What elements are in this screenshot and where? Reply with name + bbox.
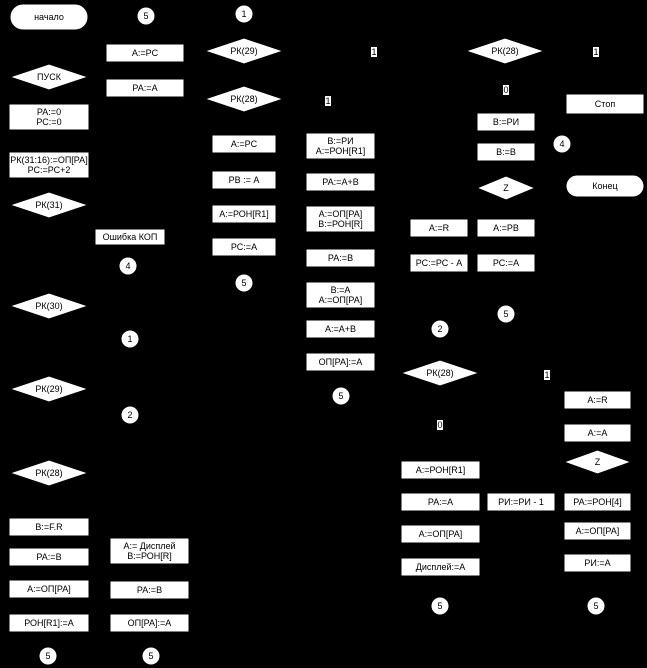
branch-value: 1 (593, 47, 599, 57)
p-b-fr-label: В:=F.R (35, 522, 63, 532)
p-a-pc2-label: А:=РС (230, 139, 258, 149)
p-a-r2-label: А:=R (587, 395, 608, 405)
p-b-ri-label: В:=РИ (327, 136, 354, 146)
c-5e-label: 5 (338, 391, 344, 401)
p-stop-label: Стоп (594, 99, 616, 109)
process-p-a-ron1 (212, 205, 276, 223)
d-rk28a-label: РК(28) (35, 468, 63, 478)
process-p-disp (110, 538, 189, 564)
process-p-a-ab (306, 320, 375, 338)
c-1a-label: 1 (127, 334, 133, 344)
d-rk31-label: РК(31) (35, 200, 63, 210)
decision-d-rk28a (10, 460, 88, 486)
p-ra-b2-label: РА:=В (136, 585, 163, 595)
c-2a-label: 2 (127, 410, 133, 420)
p-rv-a-label: РВ := А (228, 175, 260, 185)
p-a-pb-label: А:=РВ (493, 223, 519, 233)
decision-d-z1 (477, 176, 535, 200)
p-a-pc1-label: А:=РС (131, 48, 159, 58)
connector-c-5f (497, 305, 515, 323)
d-rk28d-label: РК(28) (426, 368, 454, 378)
process-p-ra-ron4 (564, 493, 631, 511)
p-pc-a2-label: РС:=А (492, 258, 520, 268)
p-b-ri-label: А:=РОН[R1] (315, 146, 366, 156)
decision-d-rk30 (10, 293, 88, 319)
decision-d-rk28b (205, 86, 283, 112)
p-b-b-label: В:=В (496, 147, 516, 157)
process-p-pc-a2 (477, 254, 535, 272)
process-p-disp-a (401, 558, 480, 576)
p-ra-a2-label: РА:=А (427, 497, 454, 507)
start-label: начало (34, 12, 64, 22)
p-ra0-label: РА:=0 (36, 107, 62, 117)
p-ra-a1-label: РА:=А (132, 83, 158, 93)
d-rk29a-label: РК(29) (35, 384, 63, 394)
process-p-a-op1 (9, 580, 89, 598)
p-pc-a1-label: РС:=А (230, 242, 258, 252)
p-disp-label: А:= Дисплей (123, 541, 176, 551)
process-p-a-op2 (401, 525, 480, 543)
process-p-op-a2 (306, 353, 375, 371)
p-a-op1-label: А:=ОП[РА] (27, 584, 71, 594)
process-p-a-pc1 (106, 44, 184, 62)
p-ra-b1-label: РА:=В (36, 552, 62, 562)
decision-d-pusk (10, 64, 88, 90)
decision-d-rk31 (10, 192, 88, 218)
p-a-ab-label: А:=А+В (324, 324, 357, 334)
branch-label-bl-1a (371, 47, 377, 57)
p-a-a-label: А:=А (587, 428, 608, 438)
p-a-op-b-ron-label: В:=РОН[R] (318, 219, 363, 229)
connector-c-1a (121, 330, 139, 348)
process-p-ra0 (9, 104, 89, 130)
process-p-a-ron2 (401, 461, 480, 479)
branch-label-bl-1b (325, 96, 331, 106)
connector-c-1b (235, 5, 253, 23)
process-p-a-pc2 (212, 135, 276, 153)
process-p-a-r2 (564, 391, 631, 409)
p-a-ron1-label: А:=РОН[R1] (219, 209, 269, 219)
decision-d-rk29a (10, 376, 88, 402)
terminal-start (10, 4, 88, 30)
branch-label-bl-1d (544, 370, 550, 380)
process-p-b-ri2 (477, 113, 535, 131)
p-ri-a-label: РИ:=А (584, 558, 611, 568)
p-pc-pca-label: РС:=РС - А (415, 258, 463, 268)
p-op-a1-label: ОП[РА]:=А (127, 618, 172, 628)
p-rk-op-label: РК(31:16):=ОП[РА] (10, 155, 88, 165)
process-p-ra-b2 (110, 581, 189, 599)
branch-label-bl-0b (437, 420, 443, 430)
d-z1-label: Z (503, 183, 509, 193)
d-rk28b-label: РК(28) (230, 94, 258, 104)
c-5b-label: 5 (148, 651, 154, 661)
d-rk28c-label: РК(28) (491, 46, 519, 56)
p-a-op-b-ron-label: А:=ОП[РА] (318, 209, 363, 219)
branch-value: 0 (437, 420, 443, 430)
process-p-ra-b3 (306, 249, 375, 267)
process-p-a-op3 (564, 522, 631, 540)
connector-c-5e (332, 387, 350, 405)
c-5g-label: 5 (437, 601, 443, 611)
c-5h-label: 5 (593, 601, 599, 611)
d-rk30-label: РК(30) (35, 301, 63, 311)
p-a-op2-label: А:=ОП[РА] (418, 529, 463, 539)
process-p-b-b (477, 143, 535, 161)
process-p-a-a (564, 424, 631, 442)
connector-c-4b (553, 135, 571, 153)
connector-c-4a (119, 257, 137, 275)
process-p-error (95, 229, 165, 245)
p-ra-ron4-label: РА:=РОН[4] (573, 497, 622, 507)
process-p-b-ri (306, 133, 375, 159)
process-p-a-op-b-ron (306, 206, 375, 232)
p-disp-label: В:=РОН[R] (127, 551, 172, 561)
decision-d-rk29b (205, 38, 283, 64)
process-p-ron-a (9, 614, 89, 632)
connector-c-5h (587, 597, 605, 615)
branch-value: 1 (544, 370, 550, 380)
p-a-op3-label: А:=ОП[РА] (575, 526, 620, 536)
process-p-ra-ab (306, 173, 375, 191)
process-p-pc-pca (410, 254, 468, 272)
c-1b-label: 1 (241, 9, 247, 19)
connector-c-5c (137, 7, 155, 25)
process-p-b-a-op (306, 282, 375, 308)
branch-value: 1 (371, 47, 377, 57)
c-5d-label: 5 (241, 278, 247, 288)
connector-c-5d (235, 274, 253, 292)
c-4a-label: 4 (125, 261, 131, 271)
branch-value: 0 (503, 85, 509, 95)
p-ron-a-label: РОН[R1]:=A (24, 618, 74, 628)
c-5a-label: 5 (45, 651, 51, 661)
process-p-ri-a (564, 554, 631, 572)
p-disp-a-label: Дисплей:=А (415, 562, 466, 572)
connector-c-2a (121, 406, 139, 424)
c-4b-label: 4 (559, 139, 565, 149)
process-p-b-fr (9, 518, 89, 536)
c-5f-label: 5 (503, 309, 509, 319)
process-p-ri-ri1 (487, 493, 555, 511)
d-pusk-label: ПУСК (37, 72, 61, 82)
p-ra-b3-label: РА:=В (327, 253, 354, 263)
terminal-end (566, 175, 644, 197)
process-p-stop (566, 94, 644, 114)
p-op-a2-label: ОП[РА]:=А (318, 357, 363, 367)
p-ra-ab-label: РА:=А+В (322, 177, 359, 187)
process-p-rv-a (212, 171, 276, 189)
branch-label-bl-0a (503, 85, 509, 95)
process-p-op-a1 (110, 614, 189, 632)
p-ri-ri1-label: РИ:=РИ - 1 (498, 497, 544, 507)
connector-c-2b (431, 320, 449, 338)
p-ra0-label: РС:=0 (36, 117, 62, 127)
process-p-ra-a2 (401, 493, 480, 511)
decision-d-rk28c (466, 38, 544, 64)
connector-c-5g (431, 597, 449, 615)
p-b-a-op-label: В:=А (330, 285, 351, 295)
branch-value: 1 (325, 96, 331, 106)
process-p-a-pb (477, 219, 535, 237)
process-p-pc-a1 (212, 238, 276, 256)
process-p-ra-a1 (106, 79, 184, 97)
decision-d-z2 (564, 450, 631, 474)
p-a-r1-label: А:=R (428, 223, 450, 233)
p-error-label: Ошибка КОП (102, 232, 158, 242)
connector-c-5a (39, 647, 57, 665)
d-rk29b-label: РК(29) (230, 46, 258, 56)
connector-c-5b (142, 647, 160, 665)
process-p-a-r1 (410, 219, 468, 237)
p-rk-op-label: РС:=РС+2 (27, 165, 71, 175)
p-b-a-op-label: А:=ОП[РА] (318, 295, 363, 305)
branch-label-bl-1c (593, 47, 599, 57)
d-z2-label: Z (594, 457, 601, 467)
c-2b-label: 2 (437, 324, 443, 334)
c-5c-label: 5 (143, 11, 149, 21)
p-a-ron2-label: А:=РОН[R1] (415, 465, 466, 475)
process-p-rk-op (9, 152, 89, 178)
p-b-ri2-label: В:=РИ (492, 117, 520, 127)
end-label: Конец (592, 181, 618, 191)
decision-d-rk28d (401, 360, 479, 386)
process-p-ra-b1 (9, 548, 89, 566)
